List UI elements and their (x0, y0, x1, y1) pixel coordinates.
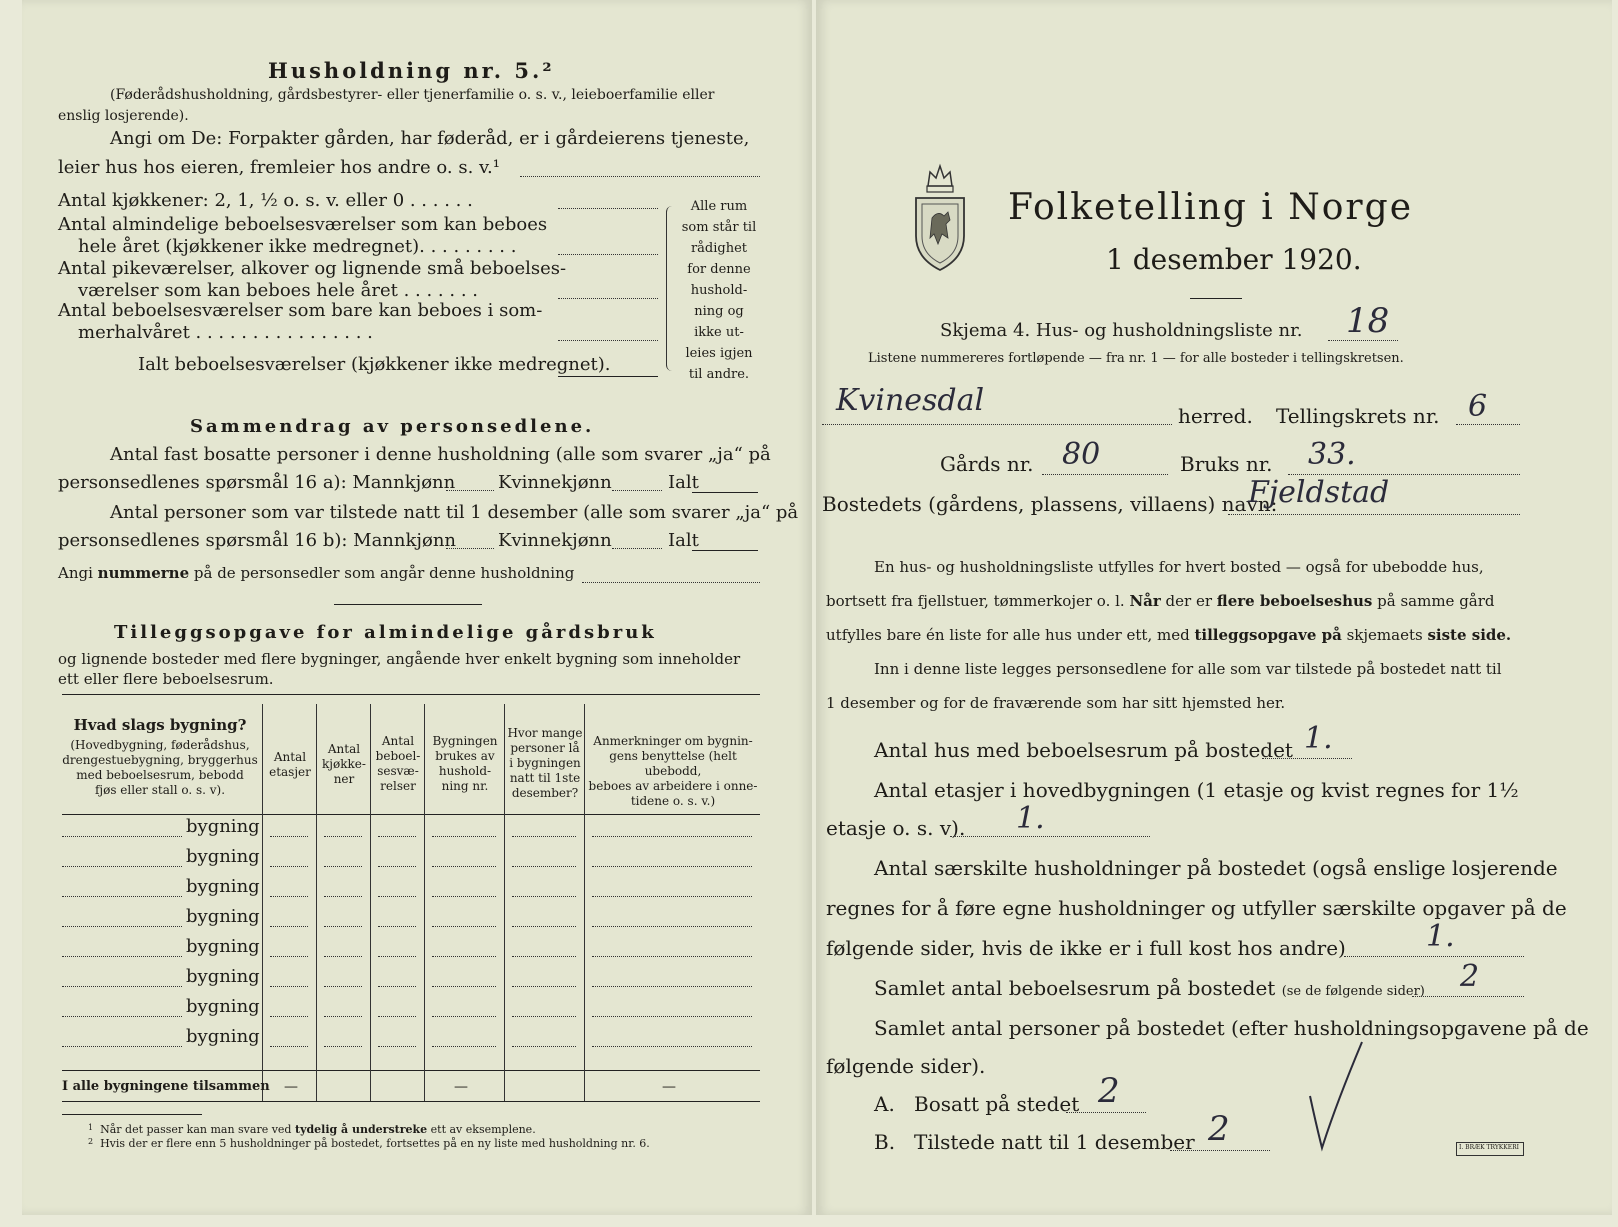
building-row-label: bygning (186, 996, 260, 1017)
footnote-bold: tydelig å understreke (294, 1123, 428, 1136)
table-cell[interactable] (378, 1016, 416, 1017)
total-rooms-field[interactable] (558, 376, 658, 377)
supplement-line-2: ett eller flere beboelsesrum. (58, 670, 274, 688)
table-cell[interactable] (592, 926, 752, 927)
col-divider (262, 704, 263, 1101)
table-cell[interactable] (324, 956, 362, 957)
side-note-line: hushold- (690, 283, 748, 298)
printer-stamp (1456, 1142, 1524, 1156)
place-name-label: Bostedets (gårdens, plassens, villaens) navn: (822, 492, 1278, 516)
checkmark-icon (1296, 1034, 1376, 1154)
footnote-2 (88, 1138, 650, 1149)
resident-field[interactable] (1066, 1112, 1146, 1113)
total-persons-label-a: Samlet antal personer på bostedet (efter husholdningsopgavene på de (874, 1016, 1589, 1040)
male-field-b[interactable] (446, 548, 494, 549)
present-letter: B. (874, 1130, 896, 1154)
col-header-line: relser (380, 779, 416, 793)
female-field-b[interactable] (612, 548, 662, 549)
total-dash: — (662, 1079, 676, 1095)
present-value[interactable]: 2 (1208, 1109, 1230, 1149)
table-cell[interactable] (432, 1016, 496, 1017)
floors-field[interactable] (950, 836, 1150, 837)
table-cell[interactable] (324, 896, 362, 897)
households-value[interactable]: 1. (1426, 919, 1455, 954)
answer-line[interactable] (520, 176, 760, 177)
households-label-c: følgende sider, hvis de ikke er i full kost hos andre) (826, 936, 1346, 960)
footnote-1 (88, 1124, 536, 1135)
col-header-remarks (586, 734, 760, 809)
table-cell[interactable] (270, 1046, 308, 1047)
district-number[interactable]: 6 (1468, 389, 1488, 424)
side-note-line: Alle rum (690, 199, 748, 214)
building-row-label: bygning (186, 966, 260, 987)
building-type-field[interactable] (62, 866, 182, 867)
total-rooms-field[interactable] (1412, 996, 1524, 997)
table-cell[interactable] (592, 1046, 752, 1047)
table-cell[interactable] (592, 896, 752, 897)
instr-bold: flere beboelseshus (1216, 592, 1373, 610)
col-header-used-by (426, 734, 504, 794)
summary-line-1: Antal fast bosatte personer i denne husholdning (alle som svarer „ja“ på (110, 444, 771, 465)
col-header-line: fjøs eller stall o. s. v). (94, 783, 226, 797)
municipality-value[interactable]: Kvinesdal (836, 383, 985, 418)
printer-stamp-text: I. BRÆK TRYKKERI (1459, 1144, 1520, 1151)
farm-number-field[interactable] (1042, 474, 1168, 475)
instr-bold: tilleggsopgave på (1194, 626, 1342, 644)
table-top-rule (62, 694, 760, 695)
instruction-2b: 1 desember og for de fraværende som har sitt hjemsted her. (826, 694, 1286, 712)
table-cell[interactable] (270, 836, 308, 837)
total-label-b: Ialt (668, 530, 699, 551)
use-number-label: Bruks nr. (1180, 452, 1273, 476)
table-cell[interactable] (432, 956, 496, 957)
table-cell[interactable] (592, 986, 752, 987)
building-row-label: bygning (186, 816, 260, 837)
building-row-label: bygning (186, 1026, 260, 1047)
total-label-a: Ialt (668, 472, 699, 493)
instruction-1a: En hus- og husholdningsliste utfylles for hvert bosted — også for ubebodde hus, (874, 558, 1484, 576)
summary-line-3: Antal personer som var tilstede natt til 1 desember (alle som svarer „ja“ på (110, 502, 799, 523)
building-type-field[interactable] (62, 1016, 182, 1017)
col-header-line: beboes av arbeidere i onne- (588, 779, 758, 793)
table-cell[interactable] (324, 1016, 362, 1017)
male-field-a[interactable] (446, 490, 494, 491)
footnote-text: Når det passer kan man svare ved (100, 1123, 295, 1136)
household-subtitle-2: enslig losjerende). (58, 108, 189, 124)
table-cell[interactable] (512, 866, 576, 867)
total-row-label: I alle bygningene tilsammen (62, 1079, 270, 1094)
summary-line-2: personsedlenes spørsmål 16 a): Mannkjønn (58, 472, 456, 493)
footnote-rule (62, 1114, 202, 1115)
side-note-line: ikke ut- (694, 325, 744, 340)
table-cell[interactable] (324, 1046, 362, 1047)
supplement-line-1: og lignende bosteder med flere bygninger, angående hver enkelt bygning som inneholder (58, 650, 741, 668)
table-cell[interactable] (432, 836, 496, 837)
footnote-mark: 2 (88, 1137, 94, 1146)
label-text: Samlet antal beboelsesrum på bostedet (874, 976, 1282, 1000)
col-header-line: personer lå (510, 741, 580, 755)
small-rooms-field[interactable] (558, 298, 658, 299)
angi-line (58, 566, 574, 581)
col-header-line: Anmerkninger om bygnin- (593, 734, 753, 748)
floors-label-b: etasje o. s. v). (826, 816, 966, 840)
present-label: Tilstede natt til 1 desember (914, 1130, 1195, 1154)
col-header-kitchens (318, 742, 370, 787)
table-cell[interactable] (324, 926, 362, 927)
table-cell[interactable] (432, 926, 496, 927)
rooms-field[interactable] (558, 254, 658, 255)
municipality-label: herred. (1178, 404, 1253, 428)
table-cell[interactable] (270, 866, 308, 867)
household-subtitle-1: (Føderådshusholdning, gårdsbestyrer- eller tjenerfamilie o. s. v., leieboerfamilie eller (110, 87, 715, 103)
total-field-b[interactable] (692, 550, 758, 551)
present-field[interactable] (1170, 1150, 1270, 1151)
houses-label: Antal hus med beboelsesrum på bostedet (874, 738, 1293, 762)
households-field[interactable] (1344, 956, 1524, 957)
table-cell[interactable] (378, 956, 416, 957)
district-field[interactable] (1456, 424, 1520, 425)
table-cell[interactable] (512, 896, 576, 897)
table-cell[interactable] (378, 1046, 416, 1047)
row-small-rooms-a: Antal pikeværelser, alkover og lignende små beboelses- (58, 258, 567, 279)
question-line-2: leier hus hos eieren, fremleier hos andre o. s. v.¹ (58, 157, 500, 178)
instruction-1c (826, 628, 1511, 643)
resident-letter: A. (874, 1092, 895, 1116)
farm-number-value[interactable]: 80 (1062, 437, 1101, 472)
row-total-rooms: Ialt beboelsesværelser (kjøkkener ikke medregnet). (138, 354, 611, 375)
houses-field[interactable] (1262, 758, 1352, 759)
table-cell[interactable] (270, 896, 308, 897)
col-header-persons (506, 726, 584, 801)
houses-value[interactable]: 1. (1304, 721, 1333, 756)
col-header-line: ning nr. (441, 779, 489, 793)
row-summer-rooms-b: merhalvåret . . . . . . . . . . . . . . . . (78, 322, 373, 343)
instruction-2a: Inn i denne liste legges personsedlene for alle som var tilstede på bostedet natt til (874, 660, 1502, 678)
building-row-label: bygning (186, 846, 260, 867)
col-header-line: desember? (511, 786, 579, 800)
table-cell[interactable] (378, 926, 416, 927)
row-rooms-a: Antal almindelige beboelsesværelser som kan beboes (58, 214, 548, 235)
col-header-line: ner (333, 772, 355, 786)
households-label-a: Antal særskilte husholdninger på bostedet (også enslige losjerende (874, 856, 1558, 880)
summer-rooms-field[interactable] (558, 340, 658, 341)
table-bottom-rule (62, 1101, 760, 1102)
table-cell[interactable] (432, 1046, 496, 1047)
side-note (678, 196, 760, 385)
footnote-text: ett av eksemplene. (427, 1123, 536, 1136)
side-note-line: rådighet (690, 241, 748, 256)
use-number-value[interactable]: 33. (1308, 437, 1356, 472)
col-header-line: natt til 1ste (509, 771, 581, 785)
instr-text: der er (1160, 592, 1217, 610)
col-divider (316, 704, 317, 1101)
table-cell[interactable] (432, 986, 496, 987)
total-rooms-value[interactable]: 2 (1460, 959, 1480, 994)
col-header-line: Antal (273, 750, 307, 764)
col-header-line: tidene o. s. v.) (630, 794, 716, 808)
municipality-field[interactable] (822, 424, 1172, 425)
table-cell[interactable] (378, 866, 416, 867)
side-note-line: ning og (694, 304, 744, 319)
side-note-line: til andre. (688, 367, 750, 382)
section-divider (334, 604, 482, 605)
table-total-rule (62, 1070, 760, 1071)
household-title: Husholdning nr. 5.² (268, 58, 555, 83)
brace (666, 206, 675, 371)
table-cell[interactable] (512, 1046, 576, 1047)
total-persons-label-b: følgende sider). (826, 1054, 986, 1078)
col-divider (504, 704, 505, 1101)
building-type-field[interactable] (62, 896, 182, 897)
side-note-line: som står til (681, 220, 757, 235)
coat-of-arms-icon (912, 158, 968, 278)
table-header-rule (62, 814, 760, 815)
summary-title: Sammendrag av personsedlene. (190, 416, 595, 437)
table-cell[interactable] (592, 956, 752, 957)
col-header-line: kjøkke- (322, 757, 366, 771)
instr-text: på samme gård (1372, 592, 1495, 610)
row-small-rooms-b: værelser som kan beboes hele året . . . . . . . (78, 280, 478, 301)
table-cell[interactable] (270, 926, 308, 927)
footnote-text: Hvis der er flere enn 5 husholdninger på bostedet, fortsettes på en ny liste med husholdning nr. 6. (100, 1137, 650, 1150)
row-kitchens: Antal kjøkkener: 2, 1, ½ o. s. v. eller 0 . . . . . . (58, 190, 473, 211)
col-divider (370, 704, 371, 1101)
col-header-line: Antal (327, 742, 361, 756)
table-cell[interactable] (378, 836, 416, 837)
total-dash: — (284, 1079, 298, 1095)
table-cell[interactable] (324, 986, 362, 987)
instr-bold: siste side. (1427, 626, 1512, 644)
col-header-rooms (372, 734, 424, 794)
table-cell[interactable] (270, 956, 308, 957)
table-cell[interactable] (324, 866, 362, 867)
angi-field[interactable] (582, 582, 760, 583)
label-small: (se de følgende sider) (1281, 984, 1425, 999)
resident-value[interactable]: 2 (1098, 1071, 1120, 1111)
schema-number-field[interactable] (1328, 340, 1398, 341)
side-note-line: for denne (687, 262, 751, 277)
schema-line: Skjema 4. Hus- og husholdningsliste nr. (940, 320, 1303, 341)
col-header-line: drengestuebygning, bryggerhus (62, 753, 258, 767)
col-divider (424, 704, 425, 1101)
table-cell[interactable] (324, 836, 362, 837)
instr-bold: Når (1129, 592, 1161, 610)
col-header-line: brukes av (435, 749, 495, 763)
title-rule (1190, 298, 1242, 299)
col-header-line: Hvor mange (507, 726, 583, 740)
farm-number-label: Gårds nr. (940, 452, 1034, 476)
district-label: Tellingskrets nr. (1276, 404, 1440, 428)
angi-bold: nummerne (97, 564, 190, 582)
table-cell[interactable] (592, 1016, 752, 1017)
building-type-field[interactable] (62, 986, 182, 987)
households-label-b: regnes for å føre egne husholdninger og utfyller særskilte opgaver på de (826, 896, 1567, 920)
place-name-value[interactable]: Fjeldstad (1248, 475, 1390, 510)
total-dash: — (454, 1079, 468, 1095)
col-header-floors (264, 750, 316, 780)
instr-text: bortsett fra fjellstuer, tømmerkojer o. l. (826, 592, 1130, 610)
total-field-a[interactable] (692, 492, 758, 493)
female-label-a: Kvinnekjønn (498, 472, 612, 493)
table-cell[interactable] (270, 986, 308, 987)
right-page (816, 0, 1612, 1215)
col-header-line: Bygningen (432, 734, 498, 748)
female-field-a[interactable] (612, 490, 662, 491)
kitchens-field[interactable] (558, 208, 658, 209)
col-header-line: gens benyttelse (helt ubebodd, (609, 749, 737, 778)
angi-text: på de personsedler som angår denne husholdning (189, 564, 575, 582)
table-cell[interactable] (592, 866, 752, 867)
instruction-1b (826, 594, 1495, 609)
col-divider (584, 704, 585, 1101)
footnote-mark: 1 (88, 1123, 94, 1132)
building-type-field[interactable] (62, 836, 182, 837)
question-line-1: Angi om De: Forpakter gården, har føderåd, er i gårdeierens tjeneste, (110, 128, 750, 149)
table-cell[interactable] (512, 956, 576, 957)
col-header-line: beboel- (375, 749, 421, 763)
census-date: 1 desember 1920. (1106, 243, 1362, 276)
col-header-building-desc (62, 738, 258, 798)
building-row-label: bygning (186, 936, 260, 957)
table-cell[interactable] (592, 836, 752, 837)
col-header-line: Antal (381, 734, 415, 748)
supplement-title: Tilleggsopgave for almindelige gårdsbruk (114, 622, 657, 643)
row-summer-rooms-a: Antal beboelsesværelser som bare kan beboes i som- (58, 300, 543, 321)
numbering-note: Listene nummereres fortløpende — fra nr. 1 — for alle bosteder i tellingskretsen. (868, 351, 1404, 366)
building-type-field[interactable] (62, 1046, 182, 1047)
col-header-line: hushold- (438, 764, 492, 778)
floors-value[interactable]: 1. (1016, 801, 1045, 836)
floors-label-a: Antal etasjer i hovedbygningen (1 etasje og kvist regnes for 1½ (874, 778, 1519, 802)
table-cell[interactable] (270, 1016, 308, 1017)
col-header-line: med beboelsesrum, bebodd (76, 768, 244, 782)
female-label-b: Kvinnekjønn (498, 530, 612, 551)
building-row-label: bygning (186, 906, 260, 927)
total-rooms-label (874, 978, 1425, 998)
table-cell[interactable] (378, 986, 416, 987)
form-title: Folketelling i Norge (1008, 187, 1413, 228)
table-cell[interactable] (512, 1016, 576, 1017)
col-header-building: Hvad slags bygning? (73, 716, 247, 734)
instr-text: skjemaets (1341, 626, 1428, 644)
col-header-line: i bygningen (509, 756, 581, 770)
table-cell[interactable] (512, 926, 576, 927)
table-cell[interactable] (432, 866, 496, 867)
angi-text: Angi (58, 564, 98, 582)
resident-label: Bosatt på stedet (914, 1092, 1080, 1116)
left-page (22, 0, 812, 1215)
building-type-field[interactable] (62, 956, 182, 957)
summary-line-4: personsedlenes spørsmål 16 b): Mannkjønn (58, 530, 457, 551)
row-rooms-b: hele året (kjøkkener ikke medregnet). . . . . . . . . (78, 236, 517, 257)
table-cell[interactable] (378, 896, 416, 897)
building-type-field[interactable] (62, 926, 182, 927)
table-cell[interactable] (432, 896, 496, 897)
schema-number[interactable]: 18 (1346, 301, 1390, 341)
col-header-line: etasjer (269, 765, 311, 779)
place-name-field[interactable] (1228, 514, 1520, 515)
instr-text: utfylles bare én liste for alle hus under ett, med (826, 626, 1195, 644)
col-header-line: sesvæ- (377, 764, 419, 778)
table-cell[interactable] (512, 986, 576, 987)
building-row-label: bygning (186, 876, 260, 897)
side-note-line: leies igjen (685, 346, 753, 361)
col-header-line: (Hovedbygning, føderådshus, (70, 738, 250, 752)
table-cell[interactable] (512, 836, 576, 837)
